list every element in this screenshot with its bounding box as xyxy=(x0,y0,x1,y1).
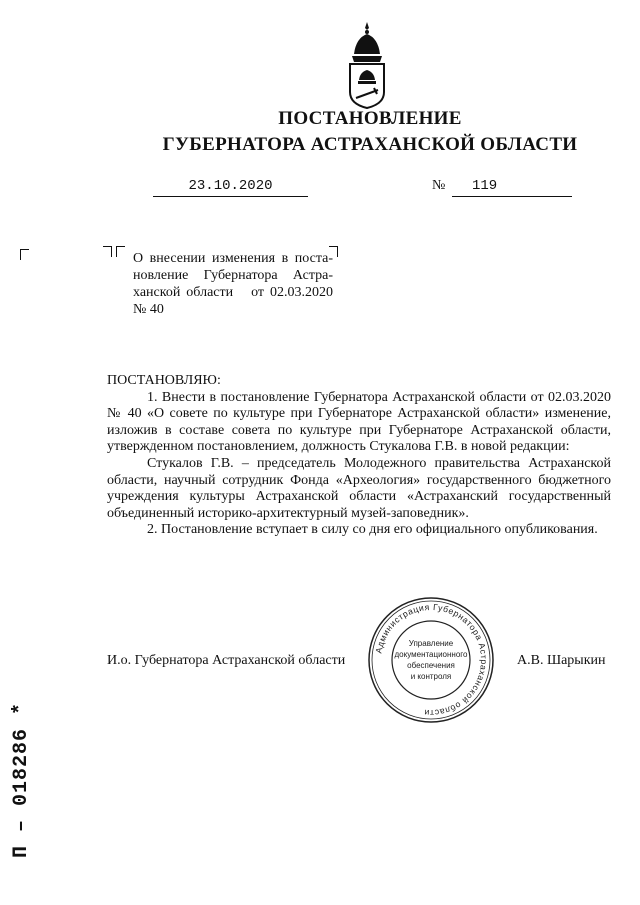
document-number: 119 xyxy=(472,178,498,194)
decree-word: ПОСТАНОВЛЯЮ: xyxy=(107,373,221,388)
document-body xyxy=(107,373,611,539)
subject-line: № 40 xyxy=(133,302,164,317)
official-stamp xyxy=(367,596,495,724)
document-date: 23.10.2020 xyxy=(188,178,273,194)
coat-of-arms-emblem xyxy=(344,20,390,110)
svg-text:Администрация Губернатора Астр xyxy=(373,602,489,718)
form-serial-number xyxy=(4,700,54,860)
signatory-position: И.о. Губернатора Астраханской области xyxy=(107,653,346,668)
corner-mark-subject-left-b xyxy=(116,246,125,257)
stamp-inner-line: Управление xyxy=(408,639,454,648)
paragraph-3: 2. Постановление вступает в силу со дня его официального опубликования. xyxy=(147,522,598,538)
date-underline xyxy=(153,196,308,197)
number-underline xyxy=(452,196,572,197)
serial-number-text: П – 018286 * xyxy=(10,701,33,858)
stamp-inner-line: обеспечения xyxy=(407,661,455,670)
subject-line: О внесении изменения в поста- xyxy=(133,251,333,266)
subject-line: ханской области от 02.03.2020 xyxy=(133,285,333,300)
number-sign: № xyxy=(432,178,446,193)
paragraph-2: Стукалов Г.В. – председатель Молодежного правительства Астраханской области, научный сотрудник Фонда «Археология» государственного бюджетного учреждения культуры Астраханской области «Астраханский государственный объединенный историко-архитектурный музей-заповедник». xyxy=(107,455,611,521)
subject-line: новление Губернатора Астра- xyxy=(133,268,333,283)
stamp-inner-line: документационного xyxy=(394,650,468,659)
signatory-name: А.В. Шарыкин xyxy=(517,653,606,668)
corner-mark-left xyxy=(20,249,29,260)
subject-block xyxy=(133,250,333,318)
document-type-title: ПОСТАНОВЛЕНИЕ xyxy=(278,108,462,129)
issuer-title: ГУБЕРНАТОРА АСТРАХАНСКОЙ ОБЛАСТИ xyxy=(162,134,578,155)
corner-mark-subject-left-a xyxy=(103,246,112,257)
stamp-outer-text: Администрация Губернатора Астраханской области xyxy=(373,601,490,719)
stamp-inner-line: и контроля xyxy=(410,672,452,681)
paragraph-1: 1. Внести в постановление Губернатора Астраханской области от 02.03.2020 № 40 «О совете по культуре при Губернаторе Астраханской области» изменение, изложив в составе совета по культуре при Губернаторе Астраханской области, утвержденном постановлением, должность Стукалова Г.В. в новой редакции: xyxy=(107,389,611,455)
